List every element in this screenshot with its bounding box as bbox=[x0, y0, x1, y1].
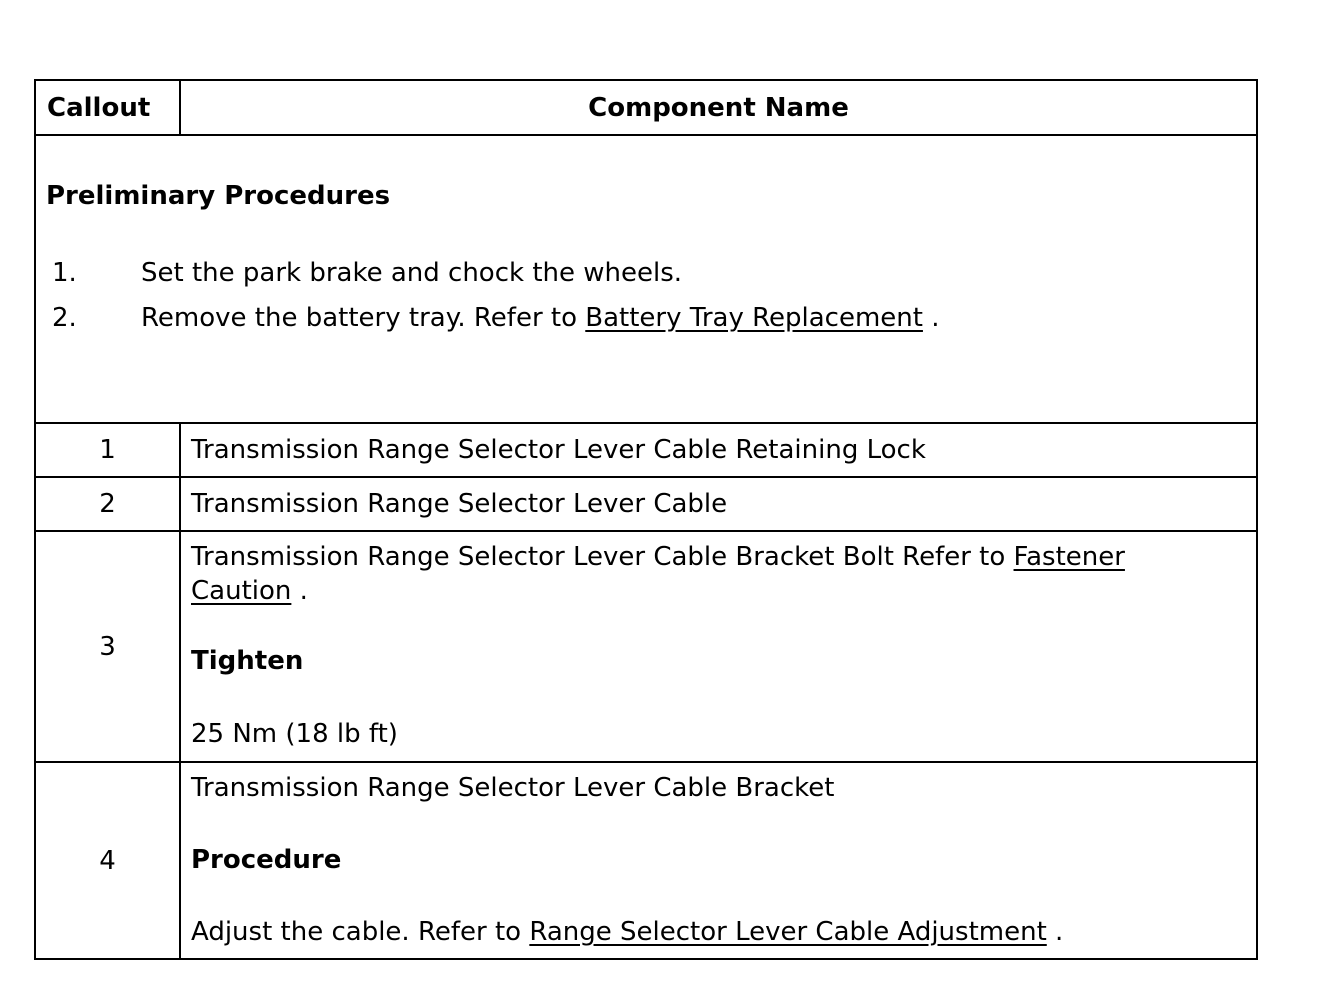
callout-number: 1 bbox=[36, 424, 181, 476]
preliminary-step-2 bbox=[52, 303, 939, 333]
fastener-caution-link[interactable]: Fastener bbox=[1013, 542, 1125, 572]
range-selector-cable-adjustment-link[interactable]: Range Selector Lever Cable Adjustment bbox=[529, 917, 1047, 947]
component-name: Transmission Range Selector Lever Cable Bracket bbox=[191, 773, 835, 803]
table-row bbox=[36, 530, 1256, 761]
link-suffix: . bbox=[291, 576, 308, 606]
callout-number: 2 bbox=[36, 478, 181, 530]
table-row bbox=[36, 761, 1256, 958]
procedure-text: Adjust the cable. Refer to bbox=[191, 917, 530, 947]
link-suffix: . bbox=[1046, 917, 1064, 947]
component-detail bbox=[181, 763, 1256, 958]
header-callout: Callout bbox=[36, 81, 181, 134]
torque-value: 25 Nm (18 lb ft) bbox=[191, 719, 398, 749]
component-name-text: Transmission Range Selector Lever Cable Bracket Bolt Refer to bbox=[191, 542, 1014, 572]
table-row bbox=[36, 476, 1256, 530]
table-row bbox=[36, 422, 1256, 476]
procedure-text-line bbox=[191, 917, 1063, 947]
step-text: Set the park brake and chock the wheels. bbox=[141, 258, 683, 288]
battery-tray-replacement-link[interactable]: Battery Tray Replacement bbox=[585, 303, 923, 333]
component-name: Transmission Range Selector Lever Cable Retaining Lock bbox=[191, 435, 926, 465]
callout-number: 4 bbox=[36, 763, 181, 958]
step-suffix: . bbox=[922, 303, 940, 333]
component-name-line-2 bbox=[191, 576, 308, 606]
preliminary-title: Preliminary Procedures bbox=[46, 181, 391, 211]
components-table bbox=[34, 79, 1258, 960]
component-detail bbox=[181, 532, 1256, 761]
preliminary-step-1 bbox=[52, 258, 682, 288]
component-name-line-1 bbox=[191, 542, 1125, 572]
step-number: 1. bbox=[52, 258, 77, 288]
component-name: Transmission Range Selector Lever Cable bbox=[191, 489, 728, 519]
step-text: Remove the battery tray. Refer to bbox=[141, 303, 586, 333]
callout-number: 3 bbox=[36, 532, 181, 761]
tighten-heading: Tighten bbox=[191, 646, 304, 676]
procedure-heading: Procedure bbox=[191, 845, 342, 875]
header-component-name: Component Name bbox=[588, 92, 849, 123]
fastener-caution-link-continued[interactable]: Caution bbox=[191, 576, 292, 606]
table-header-row bbox=[36, 81, 1256, 134]
preliminary-procedures-row bbox=[36, 134, 1256, 422]
step-number: 2. bbox=[52, 303, 77, 333]
